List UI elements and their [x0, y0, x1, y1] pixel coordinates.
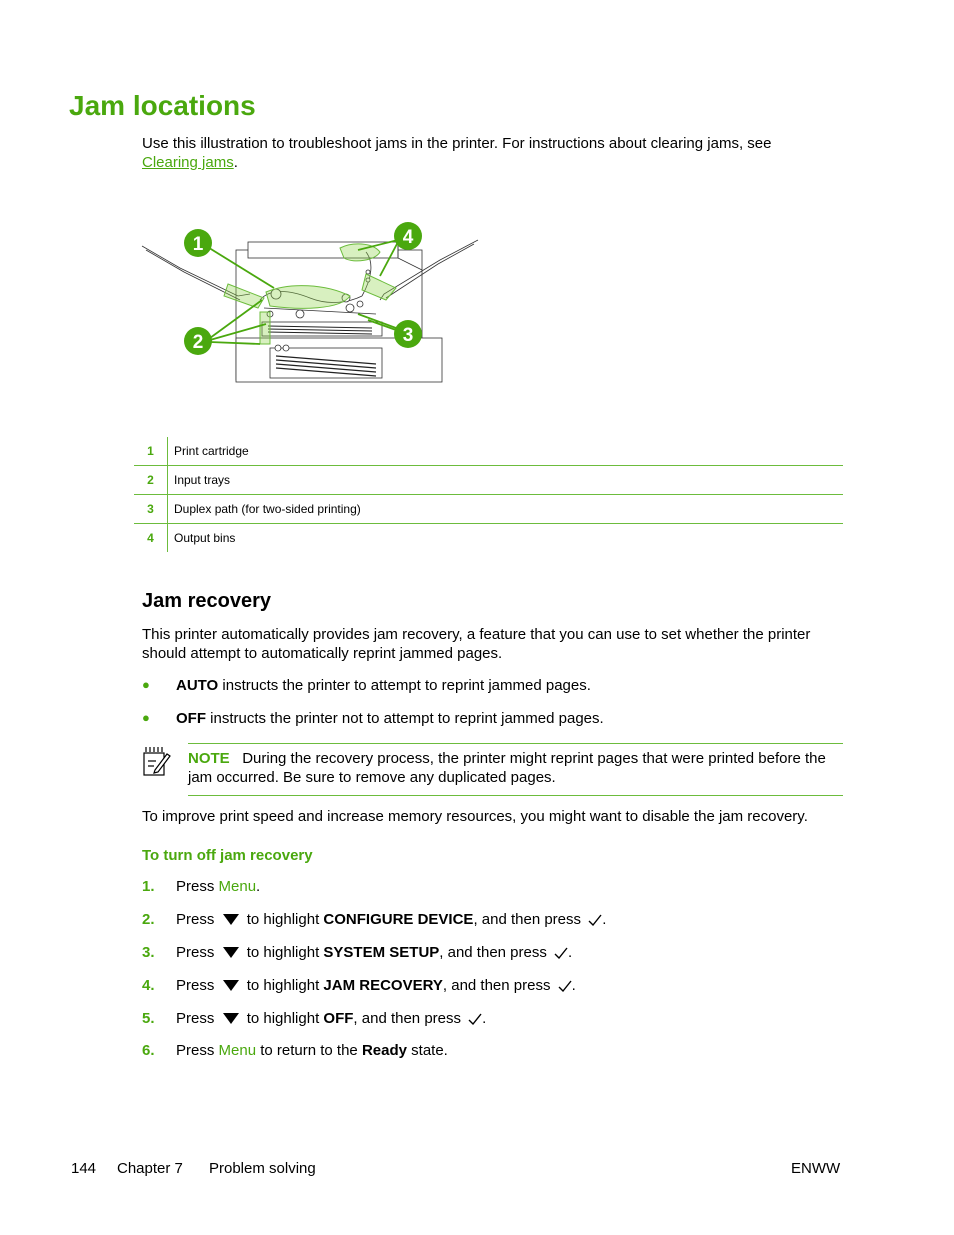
step-bold: Ready [361, 1042, 407, 1059]
bullet-dot: ● [142, 677, 150, 692]
step-bold: OFF [323, 1010, 354, 1027]
note-text: During the recovery process, the printer might reprint pages that were printed before the jam occurred. Be sure to remove any duplicated pages. [188, 750, 826, 786]
bullet-bold: OFF [176, 710, 206, 727]
note-label: NOTE [188, 750, 230, 767]
intro-text: Use this illustration to troubleshoot jams in the printer. For instructions about clearing jams, see [142, 135, 772, 152]
step-mid: to highlight [246, 911, 320, 928]
checkmark-icon [554, 947, 568, 959]
down-arrow-icon [223, 914, 239, 925]
legend-row [134, 437, 843, 466]
legend-number: 2 [134, 466, 168, 495]
step-end: . [482, 1010, 487, 1027]
bullet-item [142, 676, 842, 696]
bullet-dot: ● [142, 710, 150, 725]
bullet-text: instructs the printer not to attempt to reprint jammed pages. [206, 710, 604, 727]
step-bold: CONFIGURE DEVICE [323, 911, 474, 928]
step-number: 2. [142, 911, 155, 928]
step-press: Press [176, 977, 215, 994]
procedure-title-text: To turn off jam recovery [142, 847, 313, 864]
step-number: 4. [142, 977, 155, 994]
step-press: Press [176, 944, 215, 961]
legend-row [134, 495, 843, 524]
step-then: , and then press [353, 1010, 461, 1027]
step-press: Press [176, 878, 215, 895]
step-end: state. [411, 1042, 448, 1059]
step-mid: to return to the [260, 1042, 358, 1059]
step-mid: to highlight [246, 1010, 320, 1027]
down-arrow-icon [223, 1013, 239, 1024]
step-end: . [571, 977, 576, 994]
down-arrow-icon [223, 980, 239, 991]
footer-page-number: 144 [71, 1160, 97, 1177]
menu-button-ref: Menu [218, 878, 257, 895]
note-content [188, 749, 840, 787]
step-mid: to highlight [246, 944, 320, 961]
printer-illustration [140, 218, 485, 388]
callout-1: 1 [192, 234, 204, 255]
step-end: . [602, 911, 607, 928]
footer-right: ENWW [791, 1160, 841, 1177]
step-press: Press [176, 911, 215, 928]
step-number: 1. [142, 878, 155, 895]
section-body: This printer automatically provides jam recovery, a feature that you can use to set whether the printer should attempt to automatically reprint jammed pages. [142, 626, 811, 662]
legend-row [134, 466, 843, 495]
callout-2: 2 [192, 332, 204, 353]
intro-paragraph [142, 134, 842, 172]
legend-number: 1 [134, 437, 168, 466]
legend-label: Print cartridge [174, 444, 249, 458]
step-item [142, 976, 842, 996]
step-bold: SYSTEM SETUP [323, 944, 440, 961]
step-item [142, 1009, 842, 1029]
legend-number: 4 [134, 524, 168, 553]
step-end: . [568, 944, 573, 961]
step-end: . [256, 878, 261, 895]
step-item [142, 1041, 842, 1061]
bullet-text: instructs the printer to attempt to reprint jammed pages. [218, 677, 591, 694]
footer-chapter-title: Problem solving [209, 1160, 316, 1177]
checkmark-icon [558, 980, 572, 992]
legend-label: Output bins [168, 524, 844, 553]
after-note-text: To improve print speed and increase memory resources, you might want to disable the jam recovery. [142, 808, 808, 825]
step-item [142, 910, 842, 930]
callout-4: 4 [402, 227, 414, 248]
menu-button-ref: Menu [218, 1042, 257, 1059]
legend-table [134, 437, 843, 552]
step-number: 5. [142, 1010, 155, 1027]
step-then: , and then press [442, 977, 551, 994]
step-press: Press [176, 1042, 215, 1059]
down-arrow-icon [223, 947, 239, 958]
footer-chapter: Chapter 7 [117, 1160, 183, 1177]
step-item [142, 943, 842, 963]
step-number: 6. [142, 1042, 155, 1059]
legend-label: Input trays [168, 466, 844, 495]
checkmark-icon [588, 914, 602, 926]
procedure-title [142, 846, 313, 865]
callout-3: 3 [402, 325, 414, 346]
legend-number: 3 [134, 495, 168, 524]
page-title: Jam locations [69, 90, 256, 121]
bullet-bold: AUTO [176, 677, 219, 694]
step-item [142, 877, 842, 897]
section-title: Jam recovery [142, 590, 271, 612]
legend-row [134, 524, 843, 553]
step-then: , and then press [439, 944, 547, 961]
clearing-jams-link[interactable]: Clearing jams [142, 154, 234, 171]
step-bold: JAM RECOVERY [323, 977, 443, 994]
step-press: Press [176, 1010, 215, 1027]
bullet-item [142, 709, 842, 729]
step-number: 3. [142, 944, 155, 961]
printer-diagram [140, 218, 485, 388]
intro-end: . [233, 154, 238, 171]
note-icon [142, 745, 172, 777]
checkmark-icon [468, 1013, 482, 1025]
legend-label: Duplex path (for two-sided printing) [168, 495, 844, 524]
step-then: , and then press [473, 911, 582, 928]
step-mid: to highlight [246, 977, 320, 994]
